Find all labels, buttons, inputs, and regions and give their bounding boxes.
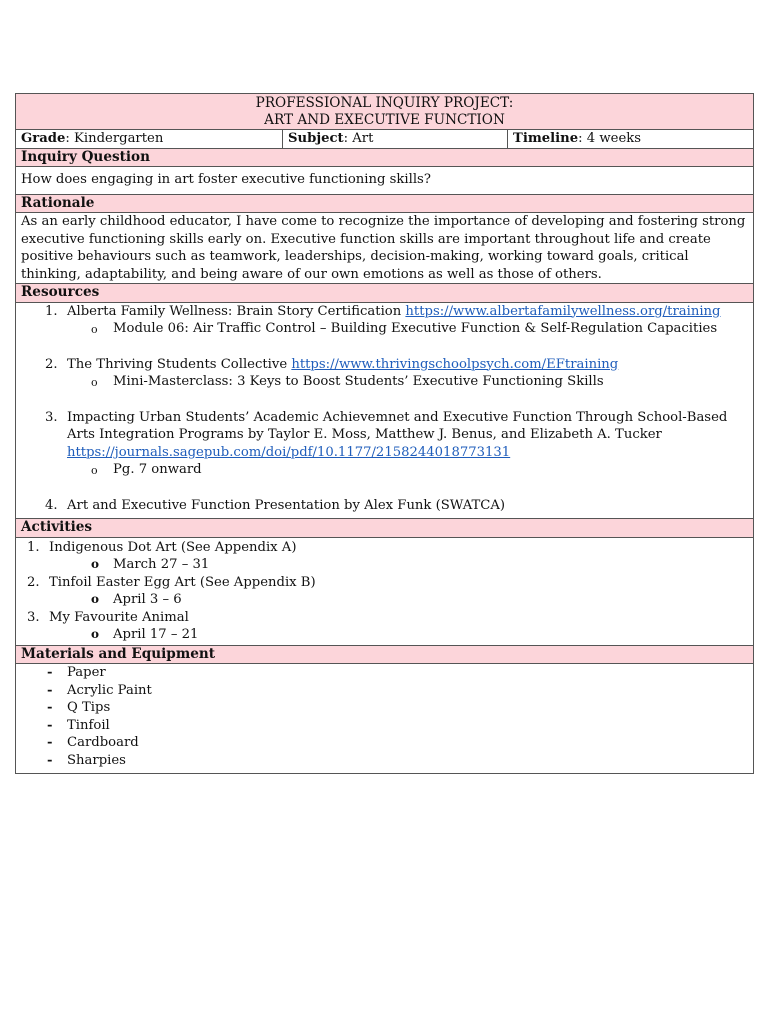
timeline-value: : 4 weeks — [578, 131, 642, 146]
resource-text: Art and Executive Function Presentation by Alex Funk (SWATCA) — [67, 497, 506, 513]
resources-list — [16, 302, 754, 519]
project-table — [15, 93, 754, 774]
sub-bullet: o — [91, 557, 100, 571]
sub-bullet: o — [91, 592, 100, 606]
materials-list — [16, 664, 754, 774]
resource-subitem — [21, 461, 748, 479]
resource-link[interactable]: https://journals.sagepub.com/doi/pdf/10.1177/2158244018773131 — [67, 444, 511, 460]
resource-link[interactable]: https://www.thrivingschoolpsych.com/EFtraining — [291, 356, 619, 372]
activity-date — [21, 626, 748, 644]
resource-subitem-text: Mini-Masterclass: 3 Keys to Boost Students’ Executive Functioning Skills — [113, 374, 604, 389]
material-text: Cardboard — [67, 735, 139, 750]
resource-item — [21, 409, 748, 462]
inquiry-heading: Inquiry Question — [16, 148, 754, 167]
activity-text: Indigenous Dot Art (See Appendix A) — [49, 539, 297, 555]
sub-bullet: o — [91, 376, 98, 389]
activity-date — [21, 591, 748, 609]
dash-bullet: - — [47, 665, 53, 680]
grade-label: Grade — [21, 131, 66, 146]
resource-item — [21, 356, 748, 374]
info-row — [16, 130, 754, 149]
resource-text: Alberta Family Wellness: Brain Story Certification — [67, 303, 406, 319]
resources-heading: Resources — [16, 284, 754, 303]
dash-bullet: - — [47, 735, 53, 750]
materials-heading: Materials and Equipment — [16, 645, 754, 664]
dash-bullet: - — [47, 717, 53, 733]
material-item — [21, 717, 748, 735]
dash-bullet: - — [47, 700, 53, 715]
activities-heading: Activities — [16, 519, 754, 538]
resource-text: The Thriving Students Collective — [67, 356, 292, 372]
resource-number: 4. — [45, 497, 58, 513]
material-item — [21, 734, 748, 752]
timeline-cell — [508, 130, 754, 149]
material-item — [21, 752, 748, 770]
subject-value: : Art — [343, 131, 374, 146]
dash-bullet: - — [47, 682, 53, 698]
activity-number: 1. — [27, 539, 40, 555]
activities-list — [16, 537, 754, 645]
resource-subitem — [21, 373, 748, 391]
activity-item — [21, 539, 748, 557]
activity-text: My Favourite Animal — [49, 609, 189, 625]
sub-bullet: o — [91, 627, 100, 641]
rationale-text: As an early childhood educator, I have come to recognize the importance of developing and fostering strong executive functioning skills early on. Executive function skills are important throughout life and create positive behaviours such as teamwork, leaderships, decision-making, working toward goals, critical thinking, adaptability, and being aware of our own emotions as well as those of others. — [16, 213, 754, 284]
document-title — [16, 94, 754, 130]
grade-value: : Kindergarten — [65, 131, 164, 146]
material-text: Paper — [67, 665, 106, 680]
inquiry-project-document — [15, 93, 753, 774]
material-text: Q Tips — [67, 700, 111, 715]
resource-item — [21, 497, 748, 515]
sub-bullet: o — [91, 323, 98, 336]
material-text: Tinfoil — [67, 717, 110, 733]
title-line-2: ART AND EXECUTIVE FUNCTION — [264, 112, 505, 128]
activity-number: 2. — [27, 574, 40, 590]
material-item — [21, 699, 748, 717]
subject-label: Subject — [288, 131, 344, 146]
resource-number: 3. — [45, 409, 58, 425]
resource-subitem-text: Pg. 7 onward — [113, 462, 202, 477]
resource-subitem — [21, 320, 748, 338]
activity-number: 3. — [27, 609, 40, 625]
activity-date-text: April 3 – 6 — [113, 592, 182, 607]
rationale-heading: Rationale — [16, 194, 754, 213]
activity-date — [21, 556, 748, 574]
resource-subitem-text: Module 06: Air Traffic Control – Building Executive Function & Self-Regulation Capacities — [113, 321, 718, 336]
resource-number: 2. — [45, 356, 58, 372]
resource-number: 1. — [45, 303, 58, 319]
subject-cell — [283, 130, 508, 149]
activity-date-text: April 17 – 21 — [113, 627, 199, 642]
material-item — [21, 682, 748, 700]
activity-item — [21, 574, 748, 592]
activity-date-text: March 27 – 31 — [113, 557, 210, 572]
resource-text: Impacting Urban Students’ Academic Achievemnet and Executive Function Through School-Based Arts Integration Programs by Taylor E. Moss, Matthew J. Benus, and Elizabeth A. Tucker — [67, 409, 728, 442]
activity-text: Tinfoil Easter Egg Art (See Appendix B) — [49, 574, 316, 590]
material-item — [21, 664, 748, 682]
sub-bullet: o — [91, 464, 98, 477]
activity-item — [21, 609, 748, 627]
material-text: Acrylic Paint — [67, 682, 152, 698]
inquiry-question: How does engaging in art foster executive functioning skills? — [16, 167, 754, 195]
material-text: Sharpies — [67, 752, 126, 768]
title-line-1: PROFESSIONAL INQUIRY PROJECT: — [255, 95, 514, 111]
grade-cell — [16, 130, 283, 149]
title-row — [16, 94, 754, 130]
timeline-label: Timeline — [513, 131, 579, 146]
dash-bullet: - — [47, 752, 53, 768]
resource-item — [21, 303, 748, 321]
resource-link[interactable]: https://www.albertafamilywellness.org/training — [405, 303, 721, 319]
